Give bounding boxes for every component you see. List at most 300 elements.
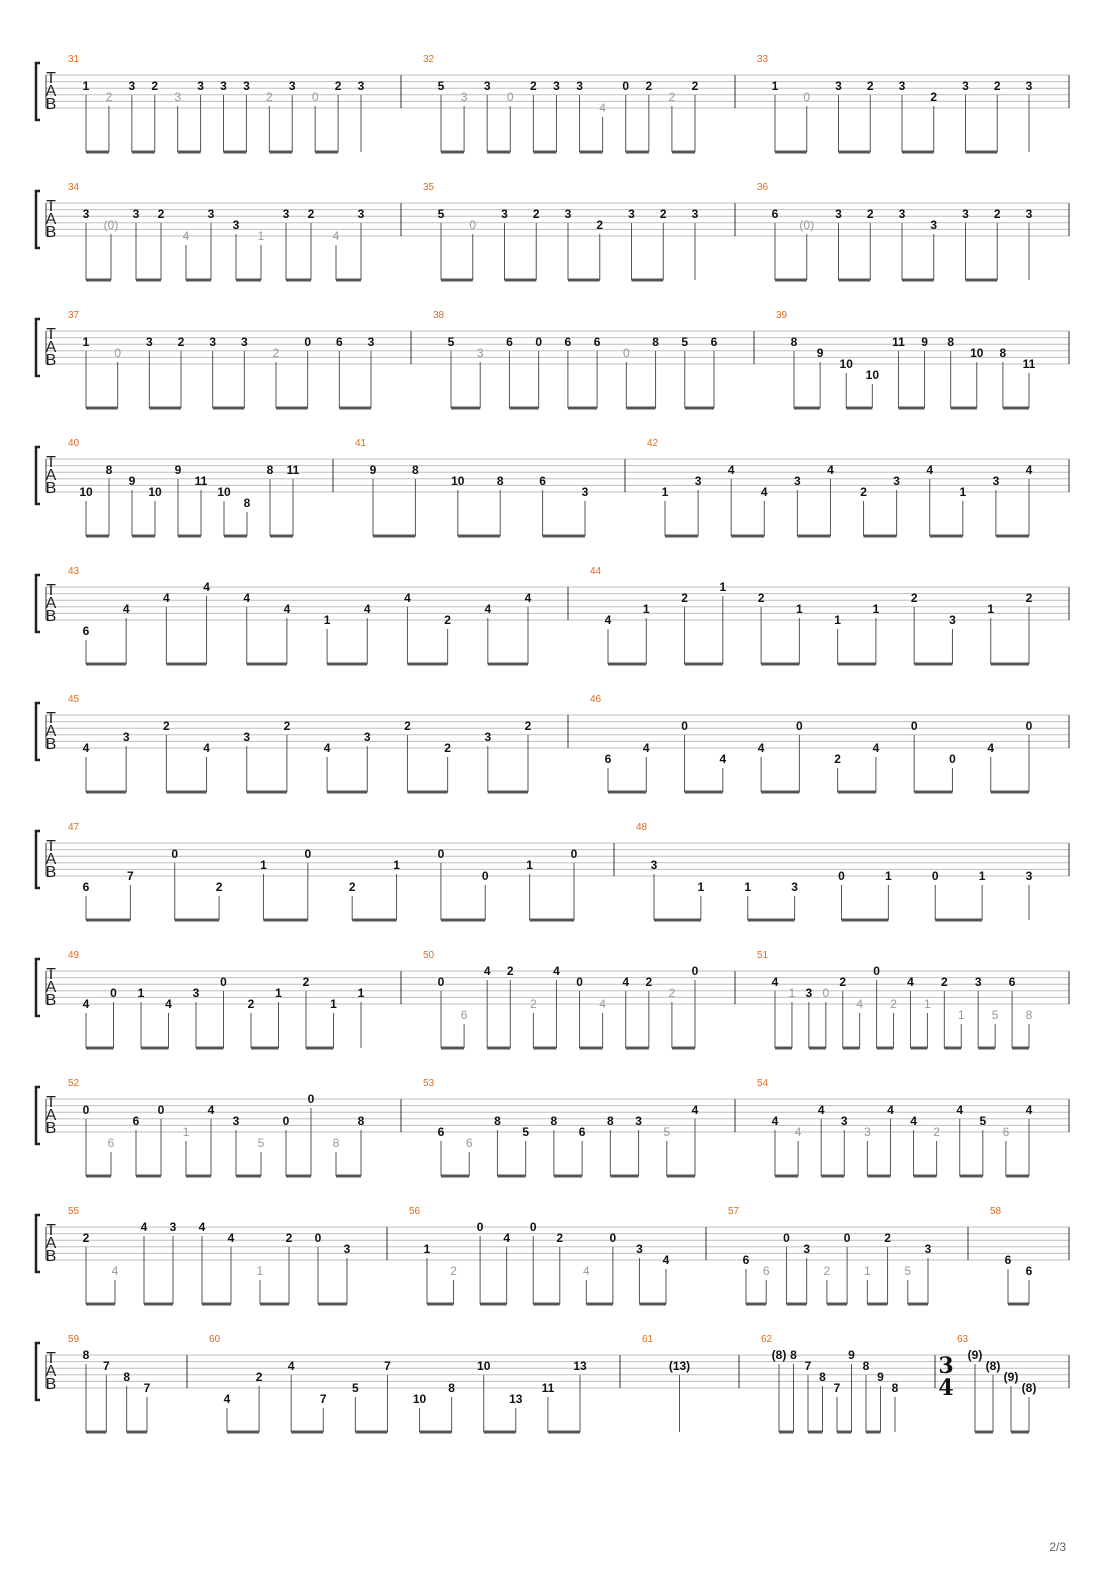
fret-number: 1 <box>357 986 365 1000</box>
fret-number: 2 <box>556 1231 564 1245</box>
fret-number: 8 <box>496 474 504 488</box>
tab-clef-letter: B <box>45 992 57 1009</box>
fret-number: 8 <box>494 1114 501 1128</box>
fret-number: 1 <box>796 602 803 616</box>
fret-number: 2 <box>834 752 841 766</box>
fret-number: 4 <box>203 580 210 594</box>
system-bracket <box>36 1343 40 1400</box>
fret-number: 2 <box>866 79 874 93</box>
fret-number: 6 <box>1004 1253 1012 1267</box>
fret-number: 4 <box>956 1103 964 1117</box>
tab-clef-letter: A <box>45 723 57 740</box>
measure-number: 50 <box>423 950 435 961</box>
fret-number: 6 <box>107 1136 115 1150</box>
fret-number: 1 <box>661 485 669 499</box>
fret-number: 3 <box>835 79 842 93</box>
fret-number: 2 <box>302 975 310 989</box>
fret-number: 2 <box>860 485 867 499</box>
fret-number: 2 <box>450 1264 457 1278</box>
fret-number: 1 <box>137 986 145 1000</box>
fret-number: 0 <box>1025 719 1033 733</box>
fret-number: 4 <box>604 613 612 627</box>
fret-number: 9 <box>174 463 182 477</box>
fret-number: 1 <box>987 602 995 616</box>
staff-system <box>36 694 1069 792</box>
fret-number: 4 <box>642 741 650 755</box>
fret-number: 1 <box>744 880 752 894</box>
fret-number: 5 <box>447 335 455 349</box>
fret-number: 4 <box>910 1114 917 1128</box>
time-signature-top: 3 <box>938 1353 954 1379</box>
fret-number: 4 <box>599 101 606 115</box>
fret-number: 2 <box>910 591 918 605</box>
fret-number: 5 <box>257 1136 265 1150</box>
fret-number: 4 <box>887 1103 894 1117</box>
fret-number: 3 <box>476 346 484 360</box>
fret-number: 2 <box>1025 591 1033 605</box>
fret-number: 3 <box>192 986 200 1000</box>
measure-number: 32 <box>423 54 435 65</box>
fret-number: 13 <box>573 1359 587 1373</box>
fret-number: 6 <box>82 624 90 638</box>
system-bracket <box>36 831 40 888</box>
fret-number: 10 <box>477 1359 491 1373</box>
tab-clef-letter: A <box>45 83 57 100</box>
fret-number: 4 <box>243 591 251 605</box>
fret-number: 6 <box>132 1114 140 1128</box>
measure-number: 58 <box>990 1206 1002 1217</box>
tab-clef-letter: T <box>46 838 56 855</box>
tab-clef-letter: B <box>45 352 57 369</box>
fret-number: 0 <box>873 964 880 978</box>
fret-number: 6 <box>604 752 612 766</box>
fret-number: 3 <box>460 90 468 104</box>
fret-number: 4 <box>182 229 190 243</box>
fret-number: 2 <box>839 975 847 989</box>
fret-number: 3 <box>924 1242 932 1256</box>
tab-clef-letter: T <box>46 1222 56 1239</box>
fret-number: 0 <box>783 1231 790 1245</box>
fret-number: 2 <box>255 1370 263 1384</box>
fret-number: 1 <box>978 869 986 883</box>
fret-number: 2 <box>530 79 537 93</box>
fret-number: 0 <box>114 346 122 360</box>
fret-number: 1 <box>863 1264 871 1278</box>
fret-number: 2 <box>334 79 342 93</box>
fret-number: 3 <box>484 730 492 744</box>
fret-number: 3 <box>691 207 699 221</box>
fret-number: 3 <box>363 730 371 744</box>
tab-clef-letter: T <box>46 198 56 215</box>
fret-number: 3 <box>564 207 572 221</box>
tab-clef-letter: T <box>46 70 56 87</box>
fret-number: 4 <box>553 964 560 978</box>
fret-number: 3 <box>243 79 250 93</box>
fret-number: 3 <box>357 207 365 221</box>
fret-number: 1 <box>182 1125 190 1139</box>
fret-number: 10 <box>217 485 231 499</box>
tab-clef-letter: B <box>45 224 57 241</box>
fret-number: 4 <box>757 741 765 755</box>
measure-number: 49 <box>68 950 80 961</box>
fret-number: 1 <box>423 1242 431 1256</box>
fret-number: 2 <box>444 613 451 627</box>
fret-number: 4 <box>332 229 340 243</box>
tab-clef-letter: B <box>45 1248 57 1265</box>
fret-number: 2 <box>177 335 185 349</box>
fret-number: 2 <box>884 1231 891 1245</box>
fret-number: 6 <box>710 335 718 349</box>
fret-number: 1 <box>82 335 90 349</box>
fret-number: 6 <box>82 880 90 894</box>
measure-number: 33 <box>757 54 769 65</box>
fret-number: 3 <box>174 90 182 104</box>
tab-clef-letter: B <box>45 1376 57 1393</box>
fret-number: 4 <box>662 1253 670 1267</box>
system-bracket <box>36 191 40 248</box>
fret-number: 3 <box>581 485 589 499</box>
fret-number: 8 <box>266 463 274 477</box>
fret-number: 5 <box>663 1125 671 1139</box>
fret-number: 3 <box>893 474 900 488</box>
fret-number: (13) <box>668 1359 691 1373</box>
fret-number: 2 <box>993 207 1001 221</box>
fret-number: 2 <box>247 997 255 1011</box>
fret-number: 0 <box>311 90 319 104</box>
fret-number: 4 <box>223 1392 231 1406</box>
measure-number: 36 <box>757 182 769 193</box>
tab-clef-letter: T <box>46 326 56 343</box>
fret-number: 3 <box>232 1114 240 1128</box>
measure-number: 46 <box>590 694 602 705</box>
tab-clef-letter: A <box>45 467 57 484</box>
fret-number: 3 <box>949 613 956 627</box>
fret-number: 0 <box>622 346 630 360</box>
fret-number: 3 <box>220 79 227 93</box>
fret-number: 8 <box>790 1348 797 1362</box>
tab-clef-letter: T <box>46 454 56 471</box>
tab-clef-letter: A <box>45 595 57 612</box>
fret-number: 7 <box>127 869 134 883</box>
fret-number: 2 <box>285 1231 293 1245</box>
measure-number: 47 <box>68 822 80 833</box>
fret-number: 4 <box>1025 1103 1033 1117</box>
fret-number: 0 <box>535 335 543 349</box>
fret-number: 8 <box>999 346 1007 360</box>
fret-number: 8 <box>82 1348 90 1362</box>
fret-number: 0 <box>576 975 583 989</box>
fret-number: 3 <box>628 207 635 221</box>
tab-clef-letter: T <box>46 1350 56 1367</box>
fret-number: 2 <box>668 986 676 1000</box>
fret-number: 5 <box>437 79 445 93</box>
fret-number: 2 <box>645 79 653 93</box>
system-bracket <box>36 1215 40 1272</box>
fret-number: (8) <box>771 1348 787 1362</box>
fret-number: 3 <box>791 880 798 894</box>
fret-number: 4 <box>483 964 491 978</box>
fret-number: 3 <box>840 1114 848 1128</box>
fret-number: 4 <box>227 1231 235 1245</box>
fret-number: 1 <box>330 997 337 1011</box>
fret-number: 2 <box>283 719 291 733</box>
fret-number: 3 <box>357 79 365 93</box>
fret-number: 0 <box>949 752 956 766</box>
fret-number: 4 <box>163 591 170 605</box>
measure-number: 52 <box>68 1078 80 1089</box>
measure-number: 53 <box>423 1078 435 1089</box>
fret-number: 0 <box>822 986 830 1000</box>
fret-number: 4 <box>524 591 532 605</box>
system-bracket <box>36 959 40 1016</box>
fret-number: 3 <box>145 335 153 349</box>
fret-number: 2 <box>866 207 874 221</box>
fret-number: 3 <box>898 207 906 221</box>
fret-number: 2 <box>272 346 280 360</box>
fret-number: 4 <box>827 463 834 477</box>
fret-number: 6 <box>506 335 513 349</box>
fret-number: 1 <box>957 1008 965 1022</box>
fret-number: 2 <box>596 218 604 232</box>
measure-number: 54 <box>757 1078 769 1089</box>
fret-number: 2 <box>681 591 688 605</box>
fret-number: 3 <box>483 79 491 93</box>
fret-number: (9) <box>1003 1370 1019 1384</box>
fret-number: 7 <box>833 1381 841 1395</box>
fret-number: 10 <box>970 346 984 360</box>
fret-number: 0 <box>437 847 445 861</box>
fret-number: 0 <box>469 218 477 232</box>
system-bracket <box>36 1087 40 1144</box>
fret-number: 6 <box>465 1136 473 1150</box>
measure-number: 63 <box>957 1334 969 1345</box>
fret-number: 2 <box>105 90 113 104</box>
fret-number: 8 <box>891 1381 899 1395</box>
fret-number: 3 <box>1025 207 1033 221</box>
fret-number: 0 <box>307 1092 315 1106</box>
measure-number: 51 <box>757 950 769 961</box>
fret-number: 11 <box>541 1381 555 1395</box>
fret-number: 1 <box>872 602 880 616</box>
fret-number: 4 <box>484 602 492 616</box>
measure-number: 44 <box>590 566 602 577</box>
fret-number: 3 <box>962 79 969 93</box>
fret-number: 2 <box>532 207 540 221</box>
fret-number: 8 <box>332 1136 340 1150</box>
fret-number: 1 <box>257 229 265 243</box>
fret-number: 4 <box>82 997 90 1011</box>
fret-number: 6 <box>437 1125 445 1139</box>
fret-number: 3 <box>898 79 906 93</box>
tab-clef-letter: A <box>45 1107 57 1124</box>
fret-number: 9 <box>128 474 136 488</box>
fret-number: (0) <box>103 218 119 232</box>
measure-number: 37 <box>68 310 80 321</box>
fret-number: 3 <box>288 79 296 93</box>
fret-number: 4 <box>856 997 864 1011</box>
fret-number: 1 <box>924 997 931 1011</box>
fret-number: 4 <box>198 1220 206 1234</box>
tab-clef-letter: A <box>45 211 57 228</box>
fret-number: (8) <box>985 1359 1001 1373</box>
fret-number: 8 <box>412 463 419 477</box>
fret-number: 3 <box>240 335 248 349</box>
fret-number: 3 <box>82 207 90 221</box>
tab-clef-letter: T <box>46 582 56 599</box>
fret-number: 4 <box>323 741 331 755</box>
fret-number: 4 <box>165 997 172 1011</box>
fret-number: 0 <box>931 869 939 883</box>
fret-number: 1 <box>275 986 282 1000</box>
measure-number: 57 <box>728 1206 740 1217</box>
fret-number: 3 <box>794 474 801 488</box>
fret-number: 10 <box>79 485 93 499</box>
fret-number: 8 <box>790 335 798 349</box>
fret-number: 4 <box>582 1264 590 1278</box>
fret-number: 5 <box>437 207 445 221</box>
fret-number: 3 <box>864 1125 871 1139</box>
fret-number: 5 <box>681 335 689 349</box>
staff-system <box>36 438 1069 536</box>
staff-system <box>36 1078 1069 1176</box>
fret-number: 2 <box>668 90 676 104</box>
fret-number: 2 <box>940 975 948 989</box>
fret-number: 3 <box>974 975 982 989</box>
fret-number: 0 <box>282 1114 290 1128</box>
measure-number: 42 <box>647 438 659 449</box>
fret-number: 6 <box>771 207 779 221</box>
fret-number: 0 <box>82 1103 90 1117</box>
fret-number: 1 <box>323 613 331 627</box>
time-signature-bottom: 4 <box>938 1375 954 1401</box>
fret-number: 4 <box>719 752 727 766</box>
fret-number: 0 <box>304 847 312 861</box>
fret-number: 4 <box>503 1231 511 1245</box>
fret-number: 2 <box>444 741 451 755</box>
fret-number: (0) <box>799 218 815 232</box>
fret-number: 3 <box>694 474 702 488</box>
fret-number: 7 <box>319 1392 327 1406</box>
fret-number: 7 <box>804 1359 812 1373</box>
fret-number: 8 <box>448 1381 455 1395</box>
fret-number: 0 <box>304 335 312 349</box>
fret-number: 8 <box>105 463 113 477</box>
measure-number: 59 <box>68 1334 80 1345</box>
fret-number: 6 <box>762 1264 770 1278</box>
fret-number: 3 <box>501 207 508 221</box>
fret-number: 10 <box>412 1392 427 1406</box>
measure-number: 55 <box>68 1206 80 1217</box>
staff-system <box>36 822 1069 920</box>
tab-clef-letter: B <box>45 480 57 497</box>
fret-number: 4 <box>404 591 411 605</box>
fret-number: 3 <box>553 79 560 93</box>
fret-number: 0 <box>481 869 489 883</box>
fret-number: 0 <box>437 975 445 989</box>
fret-number: 3 <box>992 474 1000 488</box>
fret-number: 10 <box>865 368 880 382</box>
staff-system <box>36 1206 1069 1304</box>
tab-clef-letter: A <box>45 851 57 868</box>
fret-number: 10 <box>839 357 853 371</box>
fret-number: 4 <box>926 463 934 477</box>
fret-number: 9 <box>369 463 377 477</box>
fret-number: 3 <box>243 730 251 744</box>
fret-number: 10 <box>451 474 465 488</box>
tab-clef-letter: T <box>46 966 56 983</box>
measure-number: 62 <box>761 1334 773 1345</box>
fret-number: 6 <box>578 1125 586 1139</box>
fret-number: 9 <box>877 1370 884 1384</box>
tab-clef-letter: B <box>45 736 57 753</box>
fret-number: 2 <box>524 719 532 733</box>
fret-number: 2 <box>645 975 653 989</box>
fret-number: 3 <box>282 207 290 221</box>
fret-number: 3 <box>128 79 136 93</box>
fret-number: 8 <box>652 335 659 349</box>
fret-number: 8 <box>550 1114 558 1128</box>
measure-number: 43 <box>68 566 80 577</box>
fret-number: 6 <box>742 1253 750 1267</box>
fret-number: 4 <box>691 1103 699 1117</box>
fret-number: 1 <box>256 1264 264 1278</box>
fret-number: 4 <box>203 741 210 755</box>
fret-number: 4 <box>122 602 130 616</box>
fret-number: (8) <box>1021 1381 1037 1395</box>
fret-number: 1 <box>82 79 90 93</box>
fret-number: 4 <box>771 1114 779 1128</box>
fret-number: 1 <box>885 869 892 883</box>
fret-number: 0 <box>803 90 811 104</box>
fret-number: 9 <box>921 335 928 349</box>
fret-number: 0 <box>838 869 845 883</box>
staff-system <box>36 310 1069 408</box>
measure-number: 35 <box>423 182 435 193</box>
fret-number: 2 <box>348 880 356 894</box>
fret-number: 8 <box>862 1359 870 1373</box>
fret-number: 0 <box>843 1231 851 1245</box>
fret-number: 5 <box>522 1125 530 1139</box>
system-bracket <box>36 703 40 760</box>
tab-clef-letter: B <box>45 608 57 625</box>
fret-number: 4 <box>817 1103 825 1117</box>
fret-number: 3 <box>803 1242 811 1256</box>
staff-system <box>36 566 1069 664</box>
staff-system <box>36 1334 1069 1432</box>
tab-clef-letter: A <box>45 1363 57 1380</box>
staff-system <box>36 54 1069 152</box>
fret-number: 2 <box>163 719 170 733</box>
fret-number: 6 <box>564 335 572 349</box>
fret-number: 0 <box>910 719 918 733</box>
fret-number: 2 <box>659 207 667 221</box>
system-bracket <box>36 63 40 120</box>
fret-number: 2 <box>151 79 159 93</box>
fret-number: 2 <box>691 79 699 93</box>
fret-number: 4 <box>207 1103 215 1117</box>
fret-number: 2 <box>265 90 273 104</box>
fret-number: 11 <box>892 335 905 349</box>
fret-number: 4 <box>140 1220 148 1234</box>
fret-number: 3 <box>576 79 583 93</box>
fret-number: 3 <box>343 1242 351 1256</box>
system-bracket <box>36 575 40 632</box>
fret-number: 2 <box>404 719 411 733</box>
measure-number: 31 <box>68 54 80 65</box>
measure-number: 41 <box>355 438 367 449</box>
fret-number: 4 <box>771 975 779 989</box>
fret-number: 1 <box>834 613 841 627</box>
